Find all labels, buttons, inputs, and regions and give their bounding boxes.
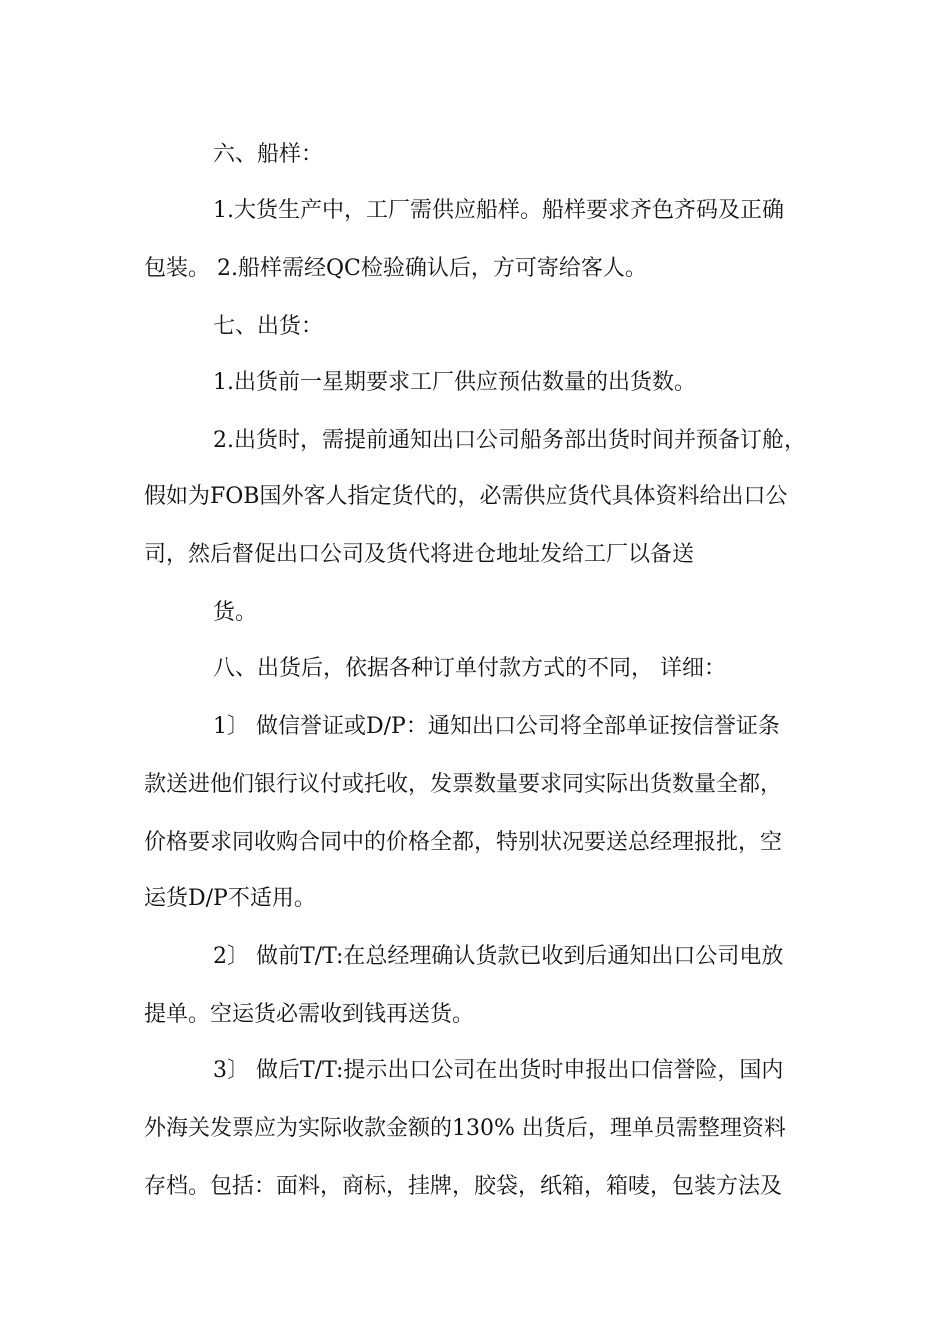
text-line: 外海关发票应为实际收款金额的130% 出货后，理单员需整理资料 bbox=[144, 1116, 786, 1141]
text-line: 运货D/P不适用。 bbox=[144, 886, 316, 911]
text-line: 假如为FOB国外客人指定货代的，必需供应货代具体资料给出口公 bbox=[144, 484, 788, 509]
text-line: 2〕 做前T/T:在总经理确认货款已收到后通知出口公司电放 bbox=[213, 944, 784, 969]
text-line: 1〕 做信誉证或D/P：通知出口公司将全部单证按信誉证条 bbox=[213, 714, 780, 739]
text-line: 3〕 做后T/T:提示出口公司在出货时申报出口信誉险，国内 bbox=[213, 1058, 784, 1083]
text-line: 司，然后督促出口公司及货代将进仓地址发给工厂以备送 bbox=[144, 542, 695, 567]
text-line: 1.出货前一星期要求工厂供应预估数量的出货数。 bbox=[213, 370, 696, 395]
text-line: 包装。 2.船样需经QC检验确认后，方可寄给客人。 bbox=[144, 256, 647, 281]
text-line: 提单。空运货必需收到钱再送货。 bbox=[144, 1002, 475, 1027]
text-line: 六、船样： bbox=[213, 142, 324, 167]
text-line: 款送进他们银行议付或托收，发票数量要求同实际出货数量全都， bbox=[144, 772, 783, 797]
text-line: 1.大货生产中，工厂需供应船样。船样要求齐色齐码及正确 bbox=[213, 198, 784, 223]
text-line: 价格要求同收购合同中的价格全都，特别状况要送总经理报批，空 bbox=[144, 830, 783, 855]
text-line: 八、出货后，依据各种订单付款方式的不同， 详细： bbox=[213, 656, 726, 681]
text-line: 七、出货： bbox=[213, 314, 324, 339]
text-line: 存档。包括：面料，商标，挂牌，胶袋，纸箱，箱唛，包装方法及 bbox=[144, 1174, 783, 1199]
text-line: 货。 bbox=[213, 600, 258, 625]
text-line: 2.出货时，需提前通知出口公司船务部出货时间并预备订舱， bbox=[213, 428, 806, 453]
